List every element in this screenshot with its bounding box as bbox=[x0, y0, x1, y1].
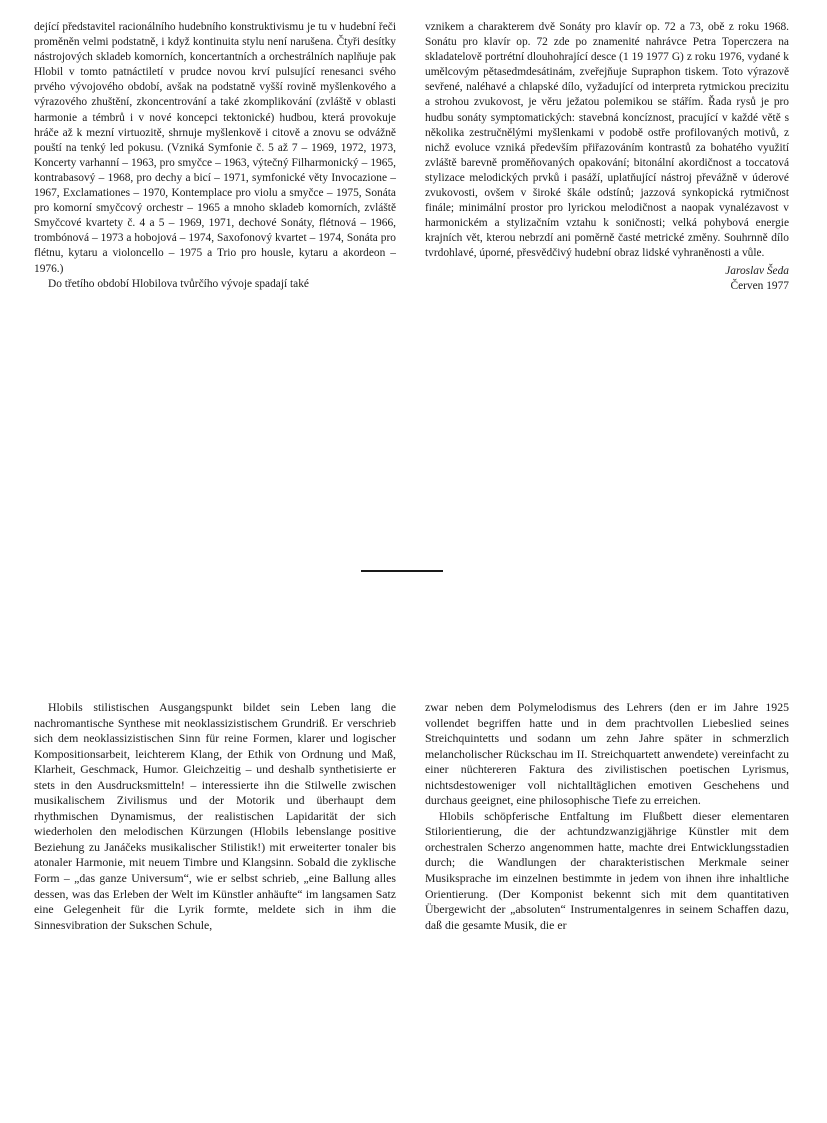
czech-right-paragraph-1: vznikem a charakterem dvě Sonáty pro klavír op. 72 a 73, obě z roku 1968. Sonátu pro klavír op. 72 zde po znamenité nahrávce Petra Toperczera na skladatelově portrétní dlouhohrající desce (1 19 1977 G) z roku 1976, vydané k umělcovým pětasedmdesátinám, zveřejňuje Supraphon tiskem. Toto výrazově sevřené, naléhavé a chlapské dílo, vyžadující od interpreta rytmickou precizitu a strohou zvukovost, je věru ježatou polemikou se stářím. Řada rysů je pro hudbu sonáty symptomatických: stavebná koncíznost, pracující v každé větě s několika zestručnělými myšlenkami v podobě ostře profilovaných motivů, z nichž evoluce vzniká především přiřazováním kontrastů za bohatého využití zvláště barevně proměňovaných opakování; bitonální akordičnost a toccatová stylizace melodických prvků i pasáží, uplatňující nástroj převážně v úderové zvukovosti, ovšem v široké škále odstínů; jazzová synkopická rytmičnost finále; minimální prostor pro lyrickou melodičnost a naopak vynalézavost v harmonickém a stylizačním vztahu k soničnosti; velká pohybová energie krajních vět, kterou nebrzdí ani poměrně časté metrické změny. Souhrnně dílo tvrdohlavé, úporné, přesvědčivý hudební obraz lidské vyhraněnosti a vůle. bbox=[425, 21, 789, 260]
czech-left-paragraph-1: dející představitel racionálního hudebního konstruktivismu je tu v hudební řeči proměněn velmi podstatně, i když kontinuita stylu není narušena. Čtyři desítky nástrojových skladeb komorních, koncertantních a orchestrálních naplňuje pak Hlobil v tomto patnáctiletí v prudce novou krví pulsující renesanci svého prvého vývojového období, avšak na podstatně vyšší rovině myšlenkového a výrazového zhuštění, zkoncentrování a také zkomplikování (zvláště v oblasti harmonie a témbrů i v nové koncepci tektonické) hudbou, která provokuje hráče až k mezní virtuozitě, shrnuje myšlenkově i citově a znovu se odvážně pouští na tenký led pokusu. (Vzniká Symfonie č. 5 až 7 – 1969, 1972, 1973, Koncerty varhanní – 1963, pro smyčce – 1963, výtečný Filharmonický – 1965, kontrabasový – 1968, pro dechy a bicí – 1971, symfonické věty Invocazione – 1967, Exclamationes – 1970, Kontemplace pro violu a smyčce – 1975, Sonáta pro komorní smyčcový orchestr – 1965 a mnoho skladeb komorních, zvláště Smyčcové kvartety č. 4 a 5 – 1969, 1971, dechové Sonáty, flétnová – 1966, trombónová – 1973 a hobojová – 1974, Saxofonový kvartet – 1974, Sonáta pro flétnu, kytaru a violoncello – 1975 a Trio pro housle, kytaru a akordeon – 1976.) bbox=[34, 21, 396, 275]
date-line: Červen 1977 bbox=[730, 279, 789, 292]
author-signature: Jaroslav Šeda bbox=[725, 264, 789, 277]
german-left-column bbox=[34, 700, 396, 933]
section-divider bbox=[361, 570, 443, 572]
german-left-paragraph-1: Hlobils stilistischen Ausgangspunkt bildet sein Leben lang die nachromantische Synthese mit neoklassizistischem Grundriß. Er verschrieb sich dem neoklassizistischen Sinn für reine Formen, klarer und logischer Kompositionsarbeit, leichterem Klang, der Ethik von Ordnung und Maß, Klarheit, Geschmack, Humor. Gleichzeitig – und deshalb synthetisierte er stets in den Ausdrucksmitteln! – interessierte ihn die Stilwelle zwischen musikalischem Zivilismus und der Motorik und überhaupt dem rhythmischen Dynamismus, der realistischen Lapidarität der sich wiederholen den melodischen Kürzungen (Hlobils lebenslange positive Beziehung zu Janáčeks musikalischer Stilistik!) mit erweiterter tonaler bis atonaler Harmonie, mit neuem Timbre und Klangsinn. Sobald die zyklische Form – „das ganze Universum“, wie er selbst schrieb, „eine Ballung alles dessen, was das Erleben der Welt im Künstler anhäufte“ im langsamen Satz eine Gelegenheit für die Lyrik formte, meldete sich in ihm die Sinnesvibration der Sukschen Schule, bbox=[34, 700, 396, 932]
czech-left-column bbox=[34, 20, 396, 292]
czech-left-paragraph-2: Do třetího období Hlobilova tvůrčího vývoje spadají také bbox=[48, 277, 309, 290]
german-right-paragraph-1: zwar neben dem Polymelodismus des Lehrers (den er im Jahre 1925 vollendet begriffen hatte und in dem prachtvollen Liebeslied seines Streichquintetts und sodann um zehn Jahre später in schmerzlich melancholischer Rückschau im II. Streichquartett anwendete) vereinfacht zu einer nüchtereren Faktura des zivilistischen poetischen Lyrismus, nichtsdestoweniger voll nichtalltäglichen emotiven Geschehens und durchaus geeignet, eine philosophische Tiefe zu erreichen. bbox=[425, 700, 789, 808]
german-right-paragraph-2: Hlobils schöpferische Entfaltung im Flußbett dieser elementaren Stilorientierung, die der achtundzwanzigjährige Künstler mit dem orchestralen Scherzo angenommen hatte, machte drei Entwicklungsstadien durch; die Wandlungen der charakteristischen Merkmale seiner Musiksprache im einzelnen bestimmte in jedem von ihnen ihre inhaltliche Orientierung. (Der Komponist bekennt sich mit dem quantitativen Übergewicht der „absoluten“ Instrumentalgenres in seinem Schaffen dazu, daß die gesamte Musik, die er bbox=[425, 808, 789, 932]
german-right-column bbox=[425, 700, 789, 933]
czech-right-column bbox=[425, 20, 789, 294]
